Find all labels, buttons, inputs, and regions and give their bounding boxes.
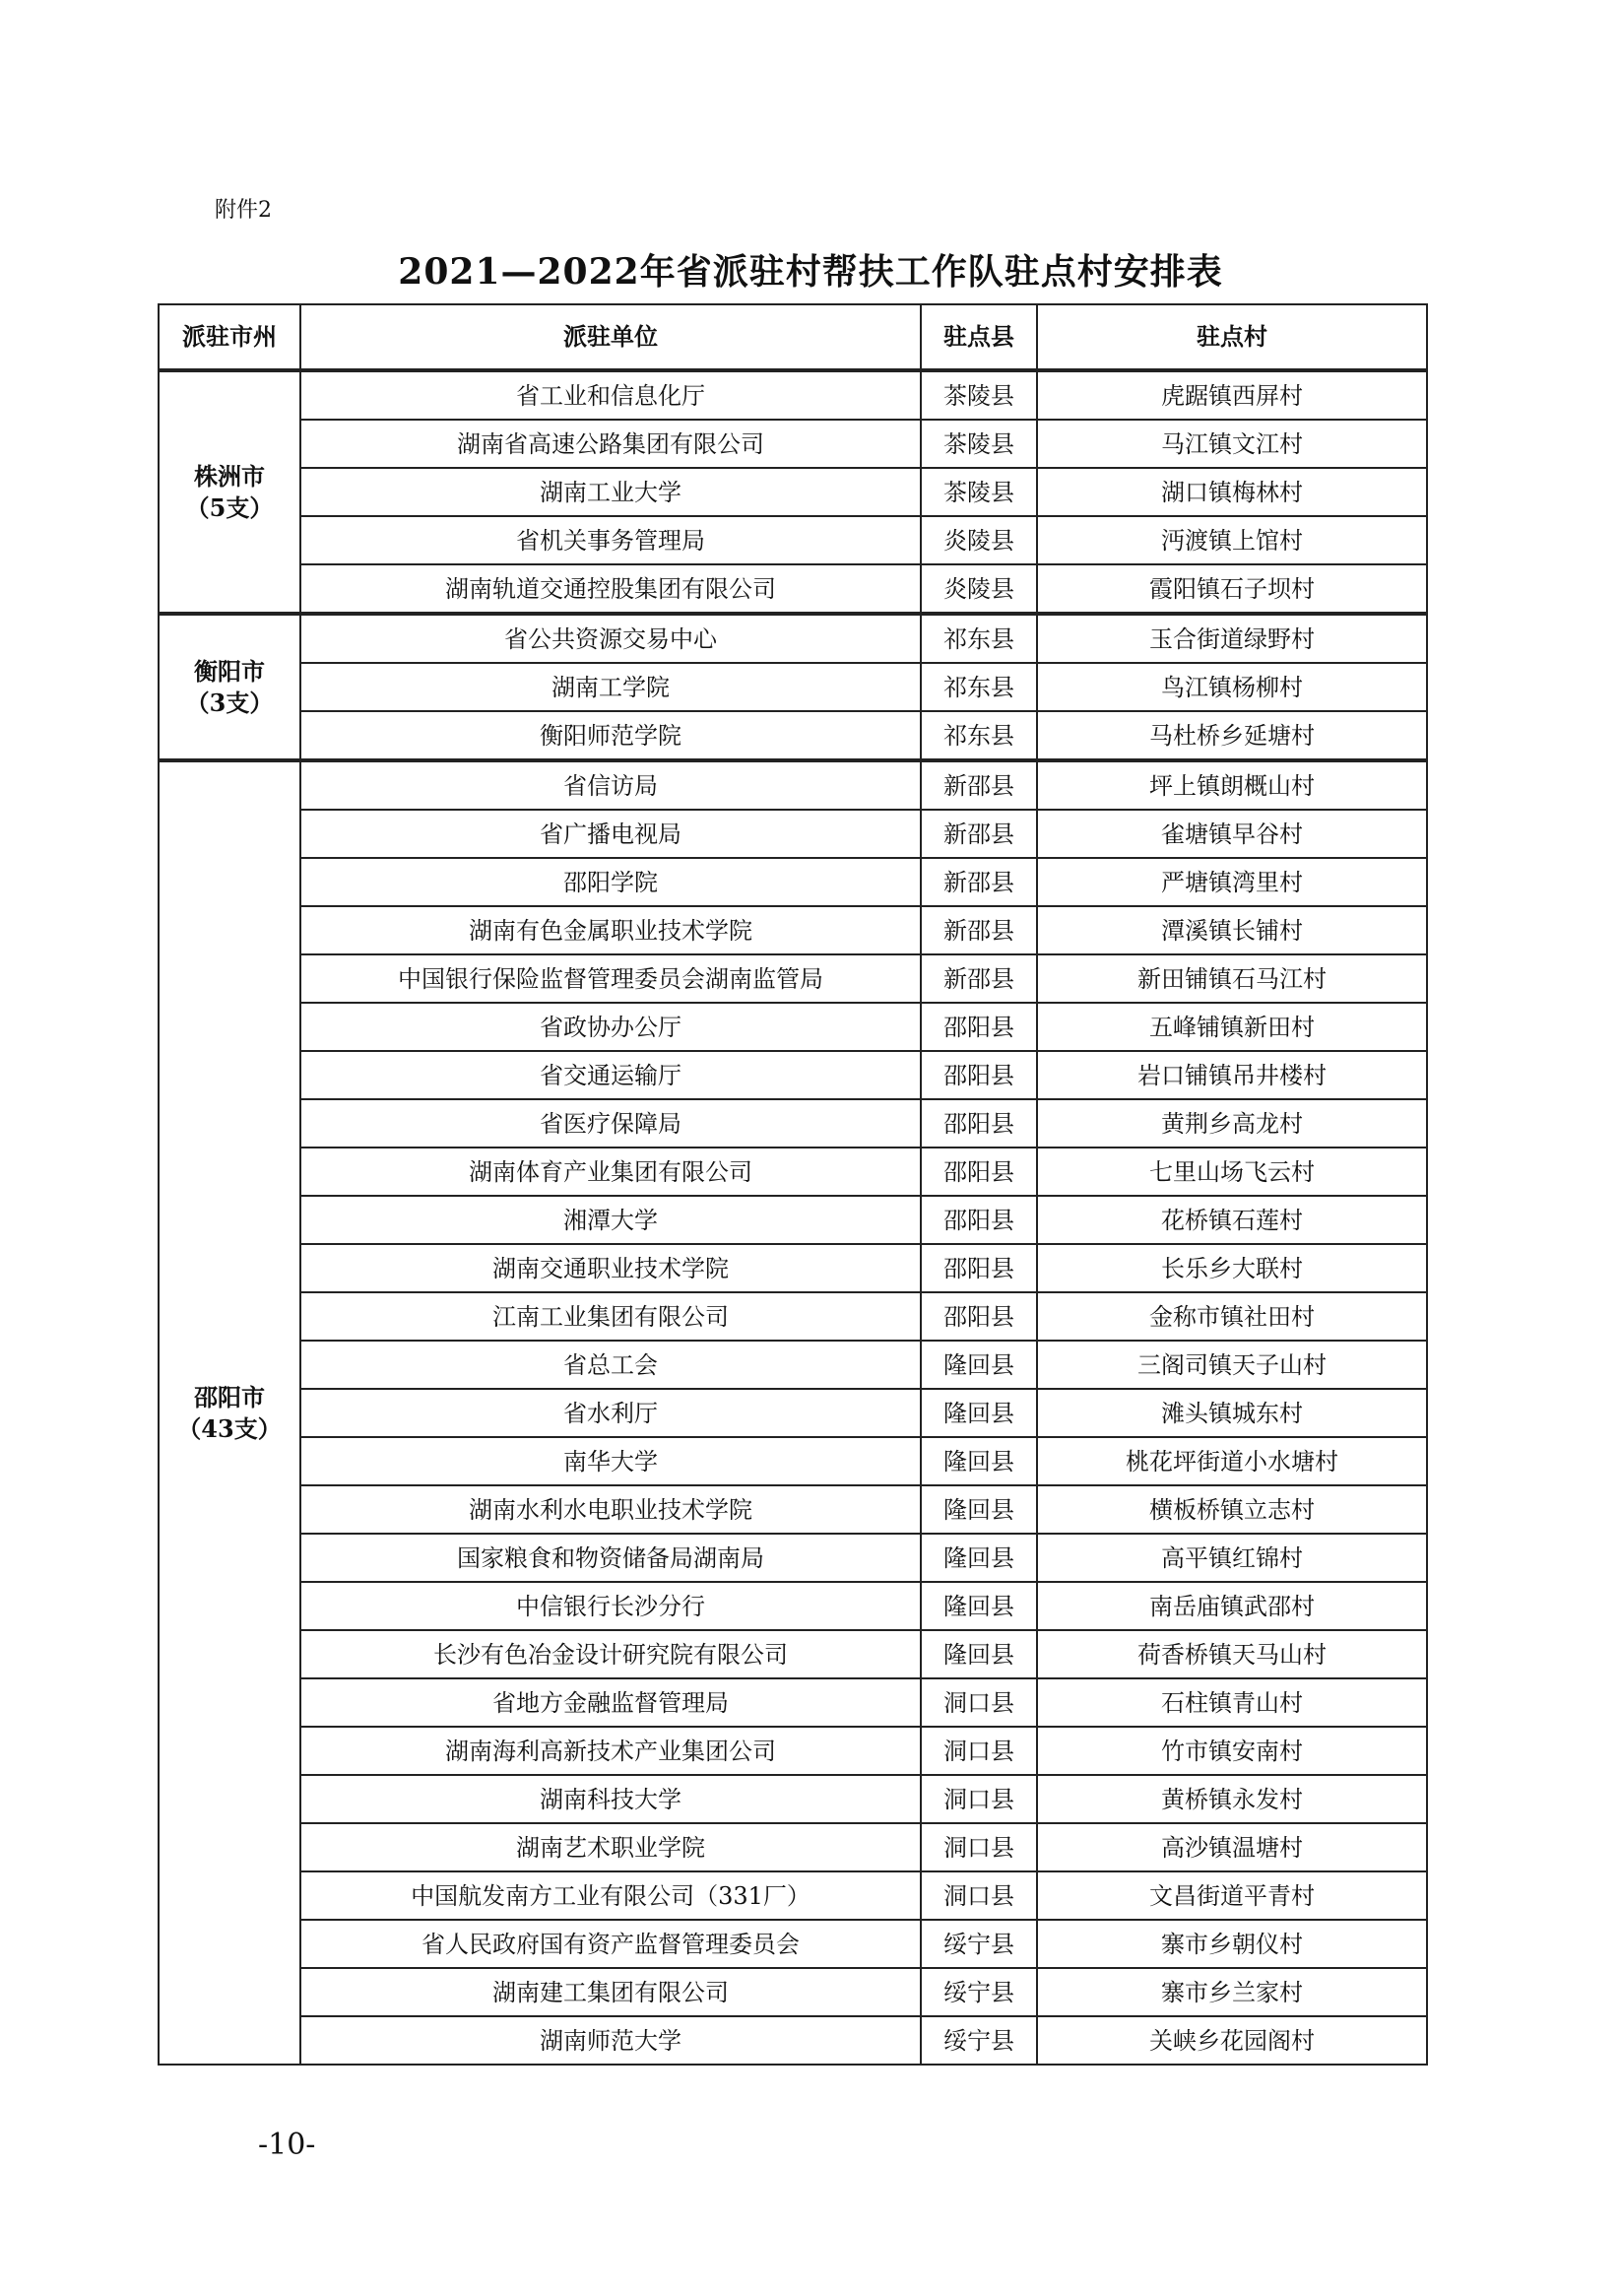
table-row: [159, 663, 1427, 711]
page-title: 2021—2022年省派驻村帮扶工作队驻点村安排表: [398, 251, 1223, 293]
village-cell: 坪上镇朗概山村: [1037, 760, 1427, 810]
village-cell: 鸟江镇杨柳村: [1037, 663, 1427, 711]
county-cell: 隆回县: [921, 1389, 1037, 1437]
unit-cell: 省公共资源交易中心: [300, 614, 921, 663]
unit-cell: 中国银行保险监督管理委员会湖南监管局: [300, 954, 921, 1003]
unit-cell: 江南工业集团有限公司: [300, 1292, 921, 1341]
unit-cell: 湖南海利高新技术产业集团公司: [300, 1727, 921, 1775]
unit-cell: 湘潭大学: [300, 1196, 921, 1244]
table-row: [159, 1630, 1427, 1678]
county-cell: 邵阳县: [921, 1244, 1037, 1292]
unit-cell: 湖南建工集团有限公司: [300, 1968, 921, 2016]
table-row: [159, 1148, 1427, 1196]
county-cell: 邵阳县: [921, 1099, 1037, 1148]
county-cell: 邵阳县: [921, 1196, 1037, 1244]
village-cell: 寨市乡兰家村: [1037, 1968, 1427, 2016]
county-cell: 茶陵县: [921, 468, 1037, 516]
unit-cell: 邵阳学院: [300, 858, 921, 906]
table-body: [159, 370, 1427, 2065]
team-count: （3支）: [185, 688, 274, 717]
table-row: [159, 810, 1427, 858]
table-row: [159, 954, 1427, 1003]
city-name: 衡阳市: [194, 656, 265, 686]
village-cell: 高沙镇温塘村: [1037, 1823, 1427, 1871]
county-cell: 隆回县: [921, 1437, 1037, 1485]
table-row: [159, 516, 1427, 564]
table-row: [159, 1920, 1427, 1968]
attachment-label: 附件2: [215, 198, 272, 223]
village-cell: 荷香桥镇天马山村: [1037, 1630, 1427, 1678]
village-cell: 马江镇文江村: [1037, 420, 1427, 468]
county-cell: 洞口县: [921, 1871, 1037, 1920]
unit-cell: 长沙有色冶金设计研究院有限公司: [300, 1630, 921, 1678]
table-row: [159, 420, 1427, 468]
village-cell: 横板桥镇立志村: [1037, 1485, 1427, 1534]
unit-cell: 衡阳师范学院: [300, 711, 921, 760]
unit-cell: 湖南师范大学: [300, 2016, 921, 2065]
table-row: [159, 2016, 1427, 2065]
table-row: [159, 564, 1427, 614]
unit-cell: 省地方金融监督管理局: [300, 1678, 921, 1727]
village-cell: 马杜桥乡延塘村: [1037, 711, 1427, 760]
team-count: （43支）: [177, 1413, 282, 1443]
village-cell: 新田铺镇石马江村: [1037, 954, 1427, 1003]
unit-cell: 湖南体育产业集团有限公司: [300, 1148, 921, 1196]
county-cell: 隆回县: [921, 1582, 1037, 1630]
village-cell: 岩口铺镇吊井楼村: [1037, 1051, 1427, 1099]
village-cell: 严塘镇湾里村: [1037, 858, 1427, 906]
county-cell: 隆回县: [921, 1534, 1037, 1582]
county-cell: 炎陵县: [921, 516, 1037, 564]
assignment-table: [158, 303, 1428, 2066]
header-village: 驻点村: [1037, 304, 1427, 370]
village-cell: 金称市镇社田村: [1037, 1292, 1427, 1341]
table-row: [159, 1292, 1427, 1341]
page-number: -10-: [258, 2128, 316, 2162]
village-cell: 花桥镇石莲村: [1037, 1196, 1427, 1244]
village-cell: 沔渡镇上馆村: [1037, 516, 1427, 564]
unit-cell: 国家粮食和物资储备局湖南局: [300, 1534, 921, 1582]
table-row: [159, 1582, 1427, 1630]
village-cell: 潭溪镇长铺村: [1037, 906, 1427, 954]
table-row: [159, 858, 1427, 906]
village-cell: 五峰铺镇新田村: [1037, 1003, 1427, 1051]
city-cell: [159, 760, 300, 2065]
table-row: [159, 1341, 1427, 1389]
village-cell: 长乐乡大联村: [1037, 1244, 1427, 1292]
village-cell: 玉合街道绿野村: [1037, 614, 1427, 663]
table-row: [159, 614, 1427, 663]
table-row: [159, 1871, 1427, 1920]
table-row: [159, 370, 1427, 420]
unit-cell: 中国航发南方工业有限公司（331厂）: [300, 1871, 921, 1920]
table-row: [159, 906, 1427, 954]
county-cell: 祁东县: [921, 614, 1037, 663]
village-cell: 湖口镇梅林村: [1037, 468, 1427, 516]
city-cell: [159, 370, 300, 614]
table-row: [159, 1196, 1427, 1244]
county-cell: 新邵县: [921, 810, 1037, 858]
county-cell: 绥宁县: [921, 1920, 1037, 1968]
village-cell: 七里山场飞云村: [1037, 1148, 1427, 1196]
village-cell: 石柱镇青山村: [1037, 1678, 1427, 1727]
unit-cell: 湖南轨道交通控股集团有限公司: [300, 564, 921, 614]
unit-cell: 省机关事务管理局: [300, 516, 921, 564]
village-cell: 黄荆乡高龙村: [1037, 1099, 1427, 1148]
unit-cell: 湖南省高速公路集团有限公司: [300, 420, 921, 468]
city-name: 邵阳市: [194, 1382, 265, 1411]
table-row: [159, 1727, 1427, 1775]
unit-cell: 湖南科技大学: [300, 1775, 921, 1823]
county-cell: 茶陵县: [921, 420, 1037, 468]
unit-cell: 省医疗保障局: [300, 1099, 921, 1148]
table-row: [159, 1389, 1427, 1437]
table-row: [159, 1099, 1427, 1148]
unit-cell: 湖南有色金属职业技术学院: [300, 906, 921, 954]
county-cell: 绥宁县: [921, 2016, 1037, 2065]
header-county: 驻点县: [921, 304, 1037, 370]
county-cell: 炎陵县: [921, 564, 1037, 614]
county-cell: 茶陵县: [921, 370, 1037, 420]
county-cell: 邵阳县: [921, 1051, 1037, 1099]
team-count: （5支）: [185, 492, 274, 522]
unit-cell: 湖南工业大学: [300, 468, 921, 516]
village-cell: 三阁司镇天子山村: [1037, 1341, 1427, 1389]
village-cell: 雀塘镇早谷村: [1037, 810, 1427, 858]
county-cell: 洞口县: [921, 1823, 1037, 1871]
table-row: [159, 1775, 1427, 1823]
village-cell: 文昌街道平青村: [1037, 1871, 1427, 1920]
table-row: [159, 1823, 1427, 1871]
unit-cell: 省工业和信息化厅: [300, 370, 921, 420]
unit-cell: 省总工会: [300, 1341, 921, 1389]
unit-cell: 省广播电视局: [300, 810, 921, 858]
county-cell: 洞口县: [921, 1727, 1037, 1775]
table-row: [159, 468, 1427, 516]
table-header-row: [159, 304, 1427, 370]
unit-cell: 湖南艺术职业学院: [300, 1823, 921, 1871]
village-cell: 关峡乡花园阁村: [1037, 2016, 1427, 2065]
village-cell: 滩头镇城东村: [1037, 1389, 1427, 1437]
table-row: [159, 1003, 1427, 1051]
county-cell: 新邵县: [921, 858, 1037, 906]
unit-cell: 南华大学: [300, 1437, 921, 1485]
village-cell: 黄桥镇永发村: [1037, 1775, 1427, 1823]
village-cell: 寨市乡朝仪村: [1037, 1920, 1427, 1968]
village-cell: 竹市镇安南村: [1037, 1727, 1427, 1775]
table-row: [159, 1968, 1427, 2016]
county-cell: 新邵县: [921, 760, 1037, 810]
village-cell: 霞阳镇石子坝村: [1037, 564, 1427, 614]
table-row: [159, 1485, 1427, 1534]
table-row: [159, 1244, 1427, 1292]
county-cell: 绥宁县: [921, 1968, 1037, 2016]
table-row: [159, 1534, 1427, 1582]
county-cell: 邵阳县: [921, 1003, 1037, 1051]
unit-cell: 省水利厅: [300, 1389, 921, 1437]
county-cell: 洞口县: [921, 1775, 1037, 1823]
table-row: [159, 1437, 1427, 1485]
county-cell: 隆回县: [921, 1485, 1037, 1534]
county-cell: 新邵县: [921, 906, 1037, 954]
village-cell: 南岳庙镇武邵村: [1037, 1582, 1427, 1630]
unit-cell: 省政协办公厅: [300, 1003, 921, 1051]
unit-cell: 省交通运输厅: [300, 1051, 921, 1099]
county-cell: 祁东县: [921, 663, 1037, 711]
header-unit: 派驻单位: [300, 304, 921, 370]
county-cell: 祁东县: [921, 711, 1037, 760]
village-cell: 桃花坪街道小水塘村: [1037, 1437, 1427, 1485]
header-city: 派驻市州: [159, 304, 300, 370]
county-cell: 隆回县: [921, 1630, 1037, 1678]
table-row: [159, 1678, 1427, 1727]
village-cell: 虎踞镇西屏村: [1037, 370, 1427, 420]
table-row: [159, 1051, 1427, 1099]
unit-cell: 省人民政府国有资产监督管理委员会: [300, 1920, 921, 1968]
county-cell: 邵阳县: [921, 1148, 1037, 1196]
village-cell: 高平镇红锦村: [1037, 1534, 1427, 1582]
table-row: [159, 711, 1427, 760]
unit-cell: 湖南交通职业技术学院: [300, 1244, 921, 1292]
county-cell: 新邵县: [921, 954, 1037, 1003]
city-cell: [159, 614, 300, 760]
county-cell: 洞口县: [921, 1678, 1037, 1727]
unit-cell: 湖南工学院: [300, 663, 921, 711]
city-name: 株洲市: [194, 461, 265, 491]
unit-cell: 湖南水利水电职业技术学院: [300, 1485, 921, 1534]
unit-cell: 省信访局: [300, 760, 921, 810]
county-cell: 邵阳县: [921, 1292, 1037, 1341]
unit-cell: 中信银行长沙分行: [300, 1582, 921, 1630]
table-row: [159, 760, 1427, 810]
county-cell: 隆回县: [921, 1341, 1037, 1389]
